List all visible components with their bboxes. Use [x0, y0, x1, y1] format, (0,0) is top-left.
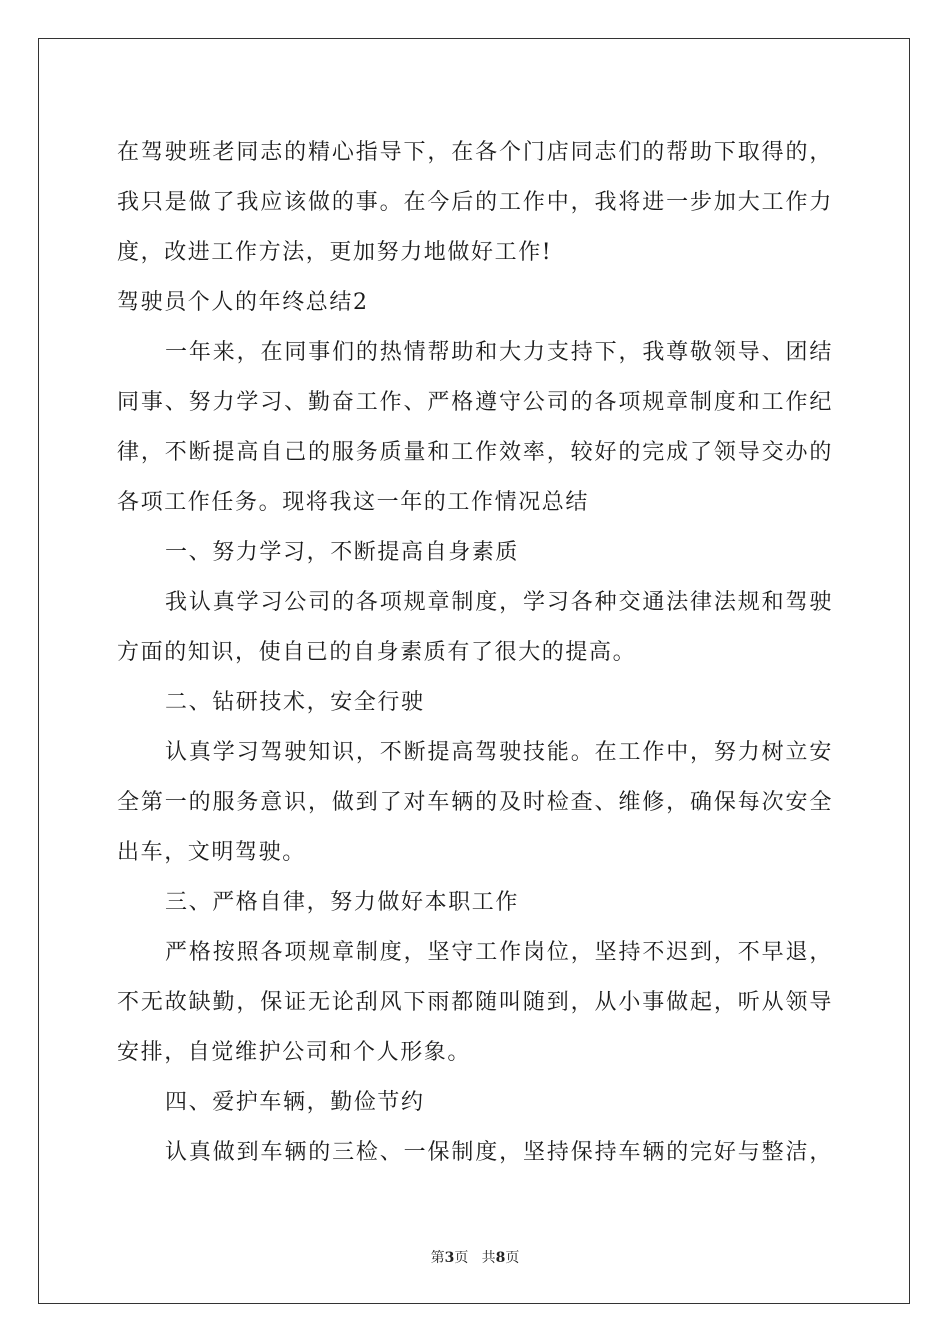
text-line: 出车，文明驾驶。 [117, 840, 306, 865]
text-line: 二、钻研技术，安全行驶 [165, 690, 425, 715]
page-suffix: 页 [454, 1250, 469, 1266]
text-line: 律，不断提高自己的服务质量和工作效率，较好的完成了领导交办的 [117, 440, 833, 465]
text-line: 方面的知识，使自已的自身素质有了很大的提高。 [117, 640, 637, 665]
text-line: 我认真学习公司的各项规章制度，学习各种交通法律法规和驾驶 [165, 590, 833, 615]
total-suffix: 页 [505, 1250, 520, 1266]
text-line: 我只是做了我应该做的事。在今后的工作中，我将进一步加大工作力 [117, 190, 833, 215]
total-prefix: 共 [481, 1250, 496, 1266]
text-line: 一、努力学习，不断提高自身素质 [165, 540, 520, 565]
text-line: 度，改进工作方法，更加努力地做好工作! [117, 240, 553, 265]
text-line: 不无故缺勤，保证无论刮风下雨都随叫随到，从小事做起，听从领导 [117, 990, 833, 1015]
text-line: 同事、努力学习、勤奋工作、严格遵守公司的各项规章制度和工作纪 [117, 390, 833, 415]
document-body [117, 128, 833, 1178]
text-line: 认真学习驾驶知识，不断提高驾驶技能。在工作中，努力树立安 [165, 740, 833, 765]
text-line: 安排，自觉维护公司和个人形象。 [117, 1040, 472, 1065]
text-line: 认真做到车辆的三检、一保制度，坚持保持车辆的完好与整洁， [165, 1140, 833, 1165]
page-number: 3 [444, 1250, 455, 1266]
text-line: 三、严格自律，努力做好本职工作 [165, 890, 520, 915]
text-line: 在驾驶班老同志的精心指导下，在各个门店同志们的帮助下取得的， [117, 140, 833, 165]
text-line: 驾驶员个人的年终总结2 [117, 290, 369, 315]
total-pages: 8 [495, 1250, 506, 1266]
text-line: 严格按照各项规章制度，坚守工作岗位，坚持不迟到，不早退， [165, 940, 833, 965]
page-prefix: 第 [430, 1250, 445, 1266]
text-line: 四、爱护车辆，勤俭节约 [165, 1090, 425, 1115]
text-line: 全第一的服务意识，做到了对车辆的及时检查、维修，确保每次安全 [117, 790, 833, 815]
text-line: 各项工作任务。现将我这一年的工作情况总结 [117, 490, 590, 515]
page-footer [0, 1247, 950, 1267]
text-line: 一年来，在同事们的热情帮助和大力支持下，我尊敬领导、团结 [165, 340, 833, 365]
